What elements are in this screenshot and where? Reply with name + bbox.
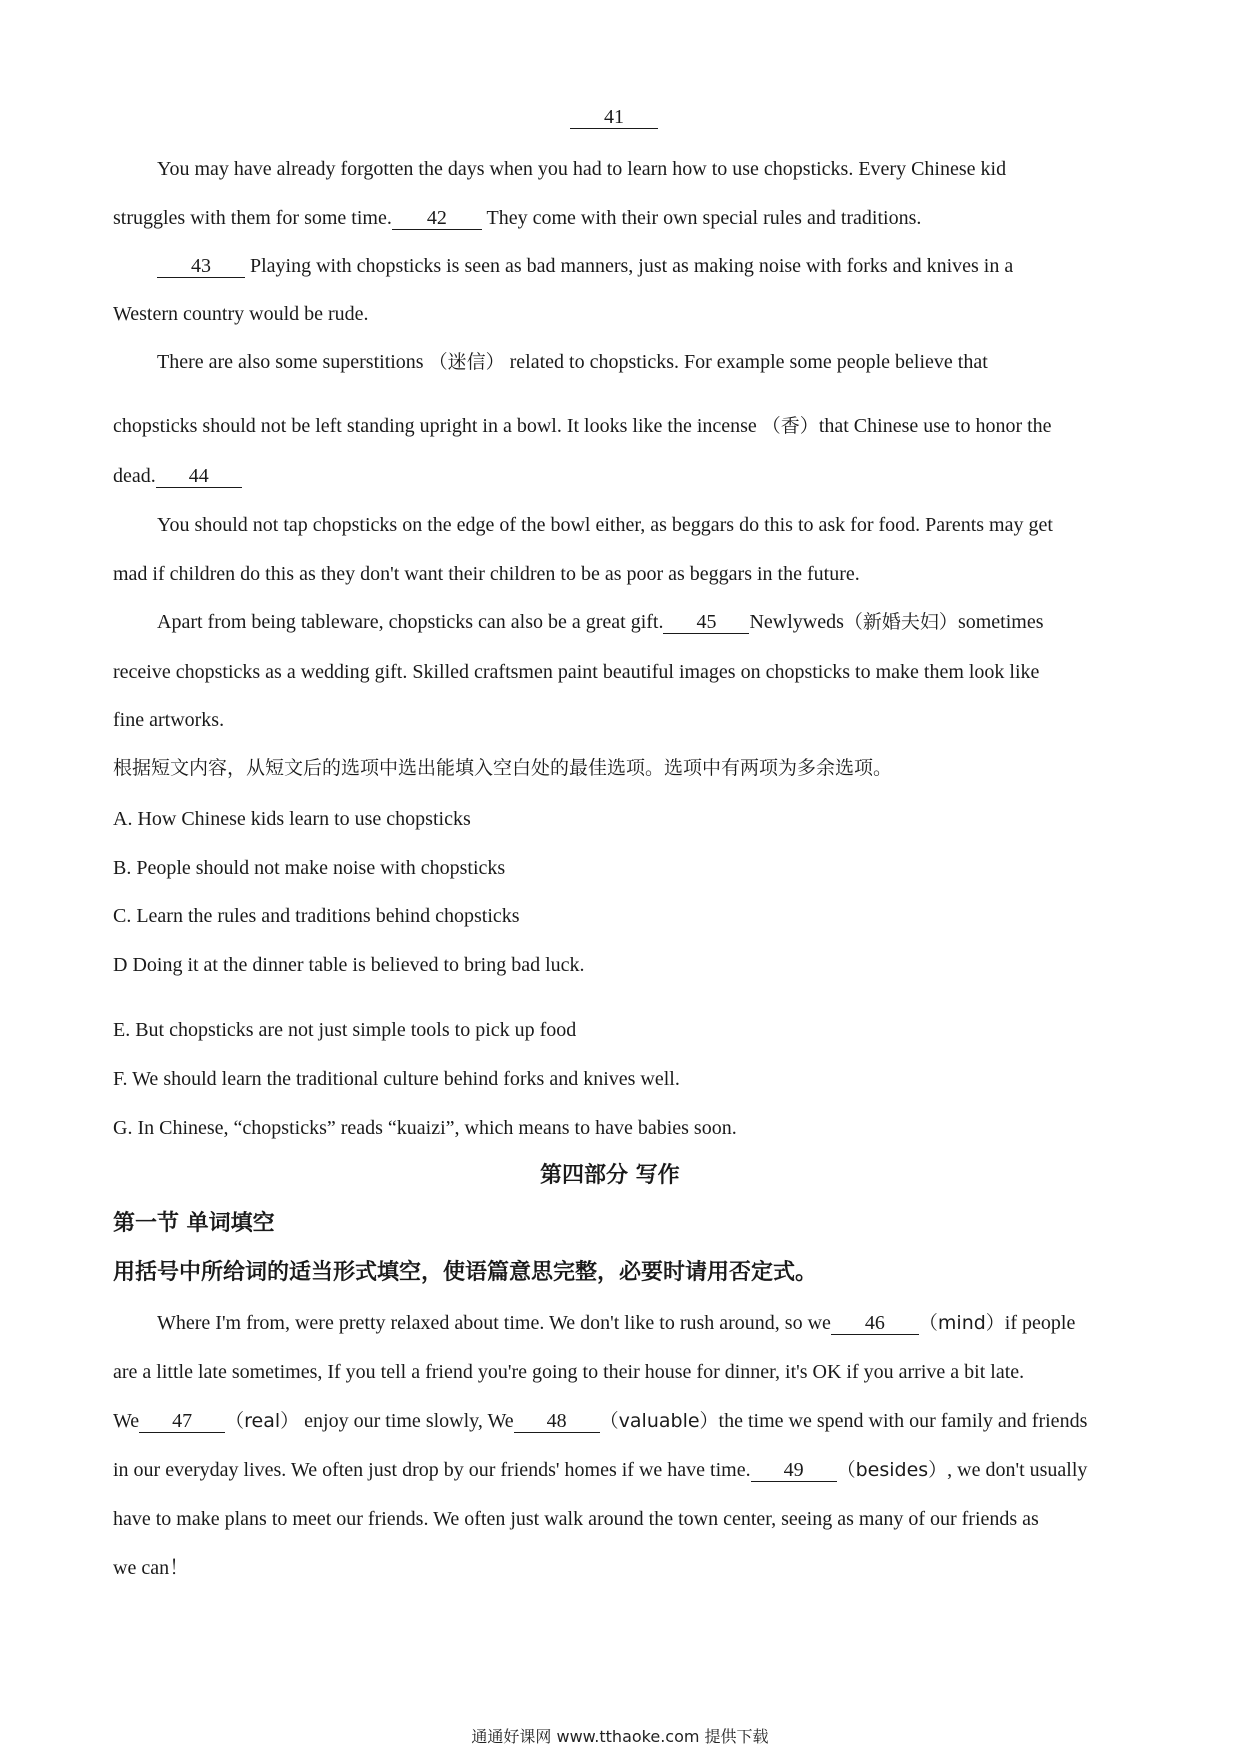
blank-42: 42: [392, 207, 482, 230]
text-segment: that Chinese use to honor the: [818, 415, 1052, 437]
word-hint: （real）: [225, 1410, 300, 1432]
passage-p1-line2: [113, 205, 1133, 231]
footer-source: 通通好课网 www.tthaoke.com 提供下载: [471, 1727, 769, 1746]
text-segment: We: [113, 1410, 140, 1432]
text-segment: enjoy our time slowly, We: [299, 1410, 514, 1432]
option-c: C. Learn the rules and traditions behind chopsticks: [113, 905, 520, 927]
option-a: A. How Chinese kids learn to use chopsticks: [113, 808, 471, 830]
section1-instruction: 用括号中所给词的适当形式填空，使语篇意思完整，必要时请用否定式。: [113, 1260, 818, 1285]
option-g: G. In Chinese, “chopsticks” reads “kuaizi”, which means to have babies soon.: [113, 1117, 737, 1139]
blank-47: 47: [139, 1410, 225, 1433]
passage2-line3: [113, 1408, 1133, 1434]
part4-title: 第四部分 写作: [540, 1163, 680, 1188]
text-segment: Playing with chopsticks is seen as bad manners, just as making noise with forks and knives in a: [245, 255, 1014, 277]
text-segment: , we don't usually: [947, 1459, 1088, 1481]
passage-p3-line2: [113, 413, 1133, 439]
passage2-line1: [157, 1310, 1133, 1336]
passage-p1-line1: You may have already forgotten the days when you had to learn how to use chopsticks. Every Chinese kid: [157, 158, 1007, 180]
text-segment: dead.: [113, 465, 156, 487]
task-instruction: 根据短文内容，从短文后的选项中选出能填入空白处的最佳选项。选项中有两项为多余选项。: [113, 757, 893, 779]
text-segment: the time we spend with our family and friends: [718, 1410, 1088, 1432]
word-hint: （valuable）: [599, 1410, 719, 1432]
cjk-gloss: （香）: [761, 415, 819, 437]
word-hint: （mind）: [918, 1312, 1005, 1334]
text-segment: sometimes: [957, 611, 1044, 633]
text-segment: Where I'm from, were pretty relaxed about time. We don't like to rush around, so we: [157, 1312, 831, 1334]
option-f: F. We should learn the traditional culture behind forks and knives well.: [113, 1068, 680, 1090]
passage2-line5: have to make plans to meet our friends. We often just walk around the town center, seeing as many of our friends as: [113, 1508, 1039, 1530]
passage2-line4: [113, 1457, 1133, 1483]
passage-p3-line1: [157, 349, 1133, 375]
text-segment: if people: [1004, 1312, 1076, 1334]
passage-p5-line3: fine artworks.: [113, 709, 225, 731]
passage-p2-line2: Western country would be rude.: [113, 303, 369, 325]
blank-44: 44: [156, 465, 242, 488]
text-segment: Newlyweds: [749, 611, 844, 633]
option-d: D Doing it at the dinner table is believed to bring bad luck.: [113, 954, 585, 976]
passage-p2-line1: [157, 253, 1133, 279]
blank-48: 48: [514, 1410, 600, 1433]
text-segment: There are also some superstitions: [157, 351, 429, 373]
text-segment: in our everyday lives. We often just drop by our friends' homes if we have time.: [113, 1459, 751, 1481]
passage-p5-line1: [157, 609, 1133, 635]
option-b: B. People should not make noise with chopsticks: [113, 857, 506, 879]
blank-46: 46: [831, 1312, 919, 1335]
text-segment: chopsticks should not be left standing upright in a bowl. It looks like the incense: [113, 415, 762, 437]
passage-p3-line3: [113, 463, 1133, 489]
blank-49: 49: [751, 1459, 837, 1482]
cjk-gloss: （新婚夫妇）: [843, 611, 958, 633]
word-hint: （besides）: [836, 1459, 948, 1481]
blank-43: 43: [157, 255, 245, 278]
passage-p4-line1: You should not tap chopsticks on the edge of the bowl either, as beggars do this to ask for food. Parents may get: [157, 514, 1053, 536]
blank-45: 45: [663, 611, 749, 634]
text-segment: They come with their own special rules and traditions.: [481, 207, 922, 229]
cjk-gloss: （迷信）: [428, 351, 505, 373]
section1-title: 第一节 单词填空: [113, 1211, 275, 1236]
passage-p4-line2: mad if children do this as they don't want their children to be as poor as beggars in the future.: [113, 563, 860, 585]
passage-p5-line2: receive chopsticks as a wedding gift. Skilled craftsmen paint beautiful images on chopsticks to make them look like: [113, 661, 1040, 683]
option-e: E. But chopsticks are not just simple tools to pick up food: [113, 1019, 577, 1041]
blank-41: 41: [570, 106, 658, 129]
passage2-line2: are a little late sometimes, If you tell a friend you're going to their house for dinner, it's OK if you arrive a bit late.: [113, 1361, 1025, 1383]
text-segment: related to chopsticks. For example some people believe that: [504, 351, 988, 373]
passage2-line6: we can！: [113, 1557, 190, 1579]
blank-41-line: [570, 104, 670, 130]
text-segment: Apart from being tableware, chopsticks can also be a great gift.: [157, 611, 664, 633]
text-segment: struggles with them for some time.: [113, 207, 392, 229]
